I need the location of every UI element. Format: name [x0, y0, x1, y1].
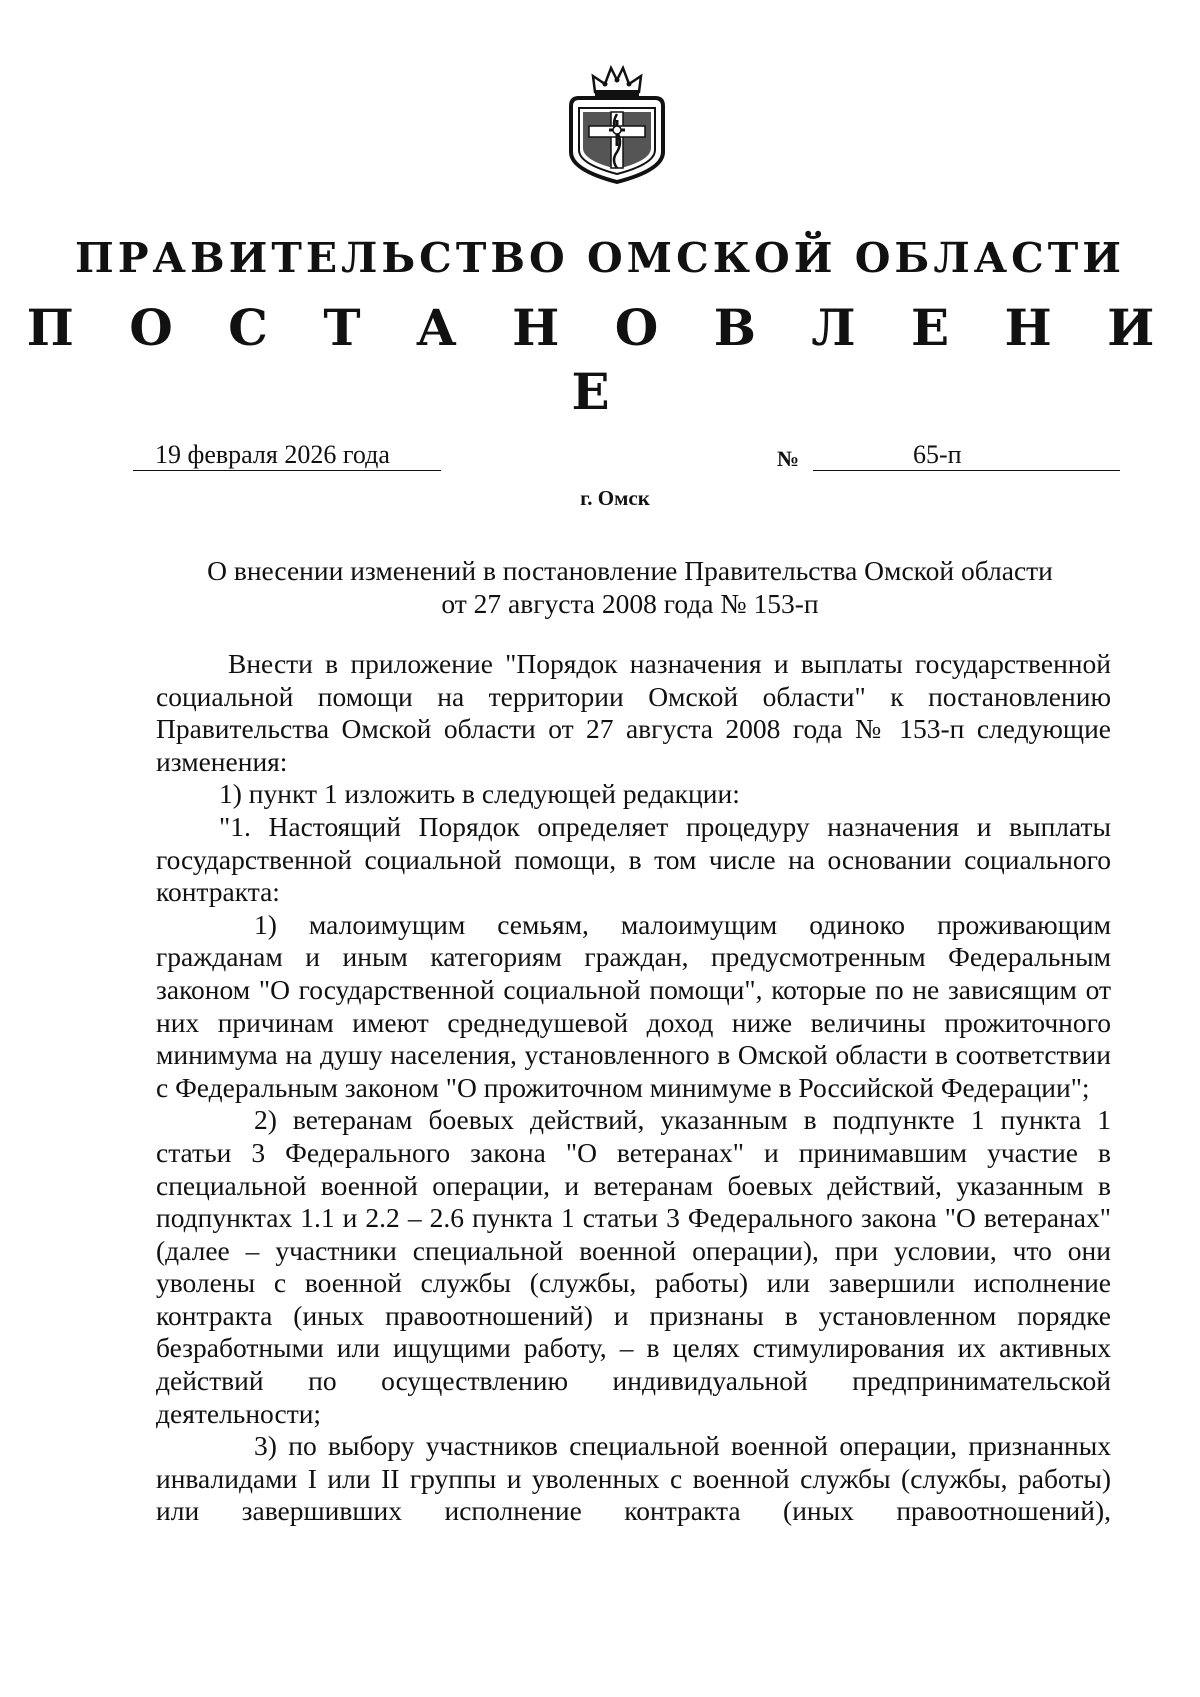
document-subject [150, 554, 1110, 620]
document-body [156, 648, 1111, 1528]
date-field [133, 440, 441, 471]
document-date: 19 февраля 2026 года [155, 440, 390, 469]
subclause-1-paragraph: 1) малоимущим семьям, малоимущим одиноко проживающим гражданам и иным категориям граждан, предусмотренным Федеральным законом "О государственной социальной помощи", которые по не зависящим от них причинам имеют среднедушевой доход ниже величины прожиточного минимума на душу населения, установленного в Омской области в соответствии с Федеральным законом "О прожиточном минимуме в Российской Федерации"; [156, 908, 1111, 1103]
item-1-paragraph: 1) пункт 1 изложить в следующей редакции: [219, 778, 740, 810]
number-label: № [777, 446, 800, 471]
coat-of-arms-emblem [565, 62, 669, 186]
document-number: 65-п [913, 440, 962, 469]
intro-paragraph: Внести в приложение "Порядок назначения и выплаты государственной социальной помощи на территории Омской области" к постановлению Правительства Омской области от 27 августа 2008 года № 153-п следующие изменения: [156, 648, 1111, 777]
clause-1-paragraph: "1. Настоящий Порядок определяет процедуру назначения и выплаты государственной социальной помощи, в том числе на основании социального контракта: [156, 810, 1111, 908]
subclause-3-paragraph: 3) по выбору участников специальной военной операции, признанных инвалидами I или II группы и уволенных с военной службы (службы, работы) или завершивших исполнение контракта (иных правоотношений), [156, 1430, 1111, 1527]
subclause-2-paragraph: 2) ветеранам боевых действий, указанным в подпункте 1 пункта 1 статьи 3 Федерального закона "О ветеранах" и принимавшим участие в специальной военной операции, и ветеранам боевых действий, указанным в подпунктах 1.1 и 2.2 – 2.6 пункта 1 статьи 3 Федерального закона "О ветеранах" (далее – участники специальной военной операции), при условии, что они уволены с военной службы (службы, работы) или завершили исполнение контракта (иных правоотношений) и признаны в установленном порядке безработными или ищущими работу, – в целях стимулирования их активных действий по осуществлению индивидуальной предпринимательской деятельности; [156, 1104, 1111, 1429]
city-name: г. Омск [580, 486, 650, 510]
number-field [813, 440, 1120, 471]
subject-line-2: от 27 августа 2008 года № 153-п [441, 588, 819, 619]
subject-line-1: О внесении изменений в постановление Правительства Омской области [207, 555, 1053, 586]
government-title: ПРАВИТЕЛЬСТВО ОМСКОЙ ОБЛАСТИ [75, 234, 1125, 282]
document-type-title: П О С Т А Н О В Л Е Н И Е [26, 298, 1174, 421]
